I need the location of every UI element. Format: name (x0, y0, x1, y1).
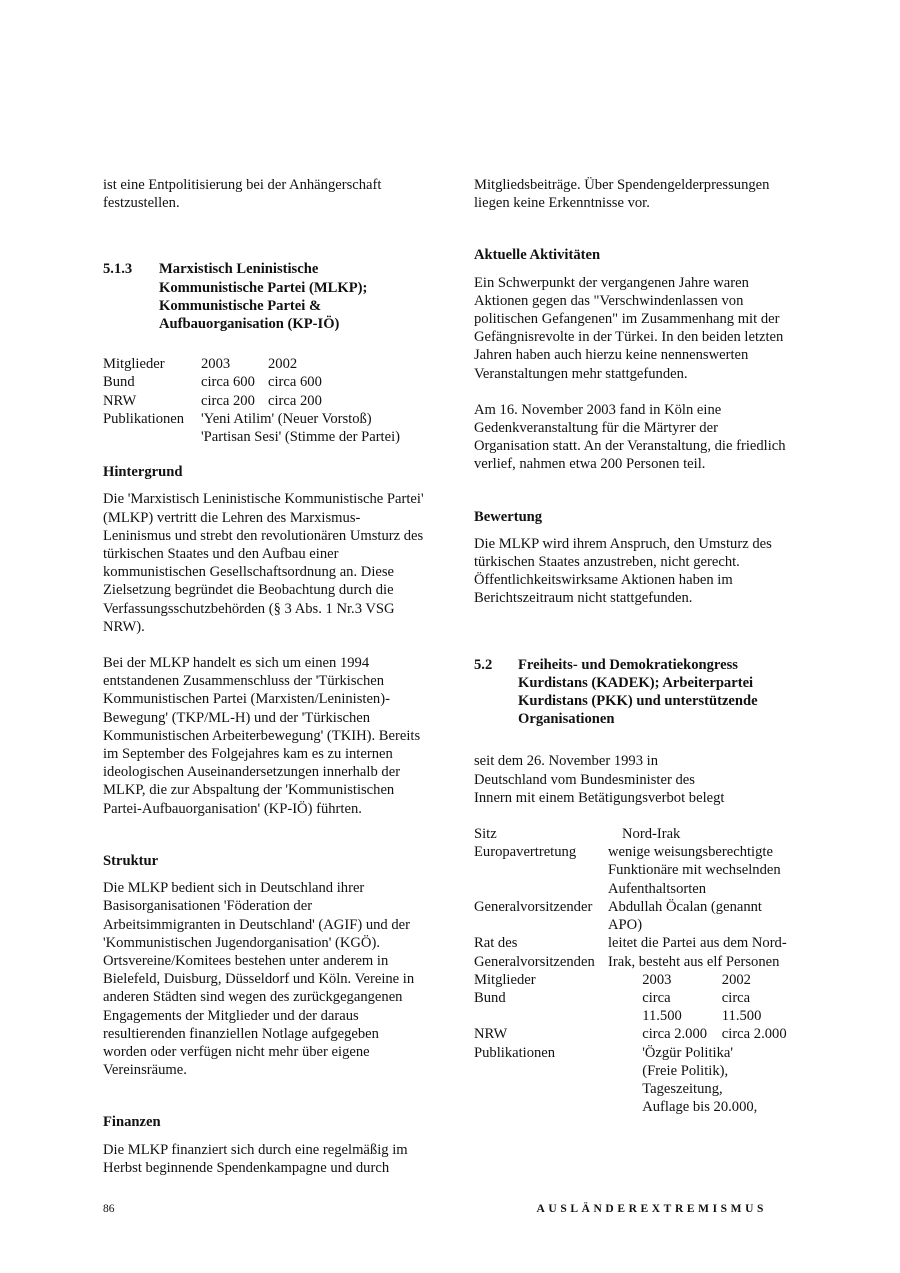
generalvorsitzender-value: Abdullah Öcalan (genannt APO) (608, 898, 762, 934)
table-row (474, 989, 790, 1025)
left-intro-paragraph: ist eine Entpolitisierung bei der Anhängerschaft festzustellen. (103, 177, 382, 212)
europa-value: wenige weisungsberechtigte Funktionäre mit wechselnden Aufenthaltsorten (608, 844, 781, 897)
nrw-label: NRW (103, 392, 137, 409)
year-2003-header: 2003 (201, 356, 231, 373)
struktur-paragraph: Die MLKP bedient sich in Deutschland ihrer Basisorganisationen 'Föderation der Arbeitsimmigranten in Deutschland' (AGIF) und der 'Kommunistischen Jugendorganisation' (KGÖ). Ortsvereine/Komitees bestehen unter anderem in Bielefeld, Duisburg, Düsseldorf und Köln. Vereine in anderen Städten sind wegen des zurückgegangenen Engagements der Mitglieder und der daraus resultierenden finanziellen Notlage aufgegeben worden oder verfügen nicht mehr über eigene Vereinsräume. (103, 880, 415, 1079)
generalvorsitzender-label: Generalvorsitzender (474, 898, 593, 915)
sitz-label: Sitz (474, 826, 497, 843)
table-row (474, 934, 790, 970)
hintergrund-heading: Hintergrund (103, 464, 183, 481)
table-row (474, 1025, 790, 1043)
finanzen-paragraph: Die MLKP finanziert sich durch eine regelmäßig im Herbst beginnende Spendenkampagne und durch (103, 1141, 408, 1176)
bund-label: Bund (103, 374, 135, 391)
rat-value: leitet die Partei aus dem Nord-Irak, besteht aus elf Personen (608, 935, 787, 970)
publication-value: 'Özgür Politika' (Freie Politik), Tageszeitung, Auflage bis 20.000, (642, 1044, 758, 1116)
aktuelle-paragraph-1: Ein Schwerpunkt der vergangenen Jahre waren Aktionen gegen das "Verschwindenlassen von politischen Gefangenen" im Zusammenhang mit der Gefängnisrevolte in der Türkei. In den beiden letzten Jahren haben auch hierzu keine nennenswerten Veranstaltungen mehr stattgefunden. (474, 274, 784, 382)
table-row (103, 373, 400, 391)
finanzen-heading: Finanzen (103, 1114, 161, 1131)
table-row (103, 428, 400, 446)
table-row (474, 825, 790, 843)
table-row (474, 898, 790, 934)
right-column (474, 176, 790, 1116)
year-2003-header: 2003 (642, 971, 672, 988)
section-number: 5.1.3 (103, 261, 133, 278)
publications-label: Publikationen (474, 1044, 556, 1061)
year-2002-header: 2002 (721, 971, 751, 988)
bewertung-paragraph: Die MLKP wird ihrem Anspruch, den Umsturz des türkischen Staates anzustreben, nicht gerecht. Öffentlichkeitswirksame Aktionen haben im Berichtszeitraum nicht stattgefunden. (474, 535, 772, 607)
bund-2003-value: circa 11.500 (642, 989, 682, 1025)
nrw-2002-value: circa 2.000 (721, 1026, 787, 1043)
table-row (103, 392, 400, 410)
europa-label: Europavertretung (474, 844, 577, 861)
mlkp-facts-table (103, 355, 400, 446)
running-head: AUSLÄNDEREXTREMISMUS (536, 1203, 767, 1215)
rat-label: Rat des Generalvorsitzenden (474, 935, 595, 970)
nrw-2003-value: circa 200 (201, 392, 255, 409)
page-number: 86 (103, 1203, 115, 1215)
nrw-2002-value: circa 200 (268, 392, 322, 409)
section-title: Marxistisch Leninistische Kommunistische Partei (MLKP); Kommunistische Partei & Aufbauorganisation (KP-IÖ) (159, 261, 368, 333)
section-heading-5-1-3 (103, 260, 425, 333)
table-row (474, 971, 790, 989)
right-intro-paragraph: Mitgliedsbeiträge. Über Spendengelderpressungen liegen keine Erkenntnisse vor. (474, 177, 770, 212)
left-column (103, 176, 425, 1177)
section-heading-5-2 (474, 656, 790, 729)
members-label: Mitglieder (474, 971, 536, 988)
nrw-label: NRW (474, 1026, 508, 1043)
section-title: Freiheits- und Demokratiekongress Kurdistans (KADEK); Arbeiterpartei Kurdistans (PKK) und unterstützende Organisationen (518, 656, 758, 728)
sitz-value: Nord-Irak (622, 826, 681, 843)
struktur-heading: Struktur (103, 852, 159, 869)
pkk-members-table (474, 971, 790, 1117)
hintergrund-paragraph-2: Bei der MLKP handelt es sich um einen 1994 entstandenen Zusammenschluss der 'Türkischen Kommunistischen Partei (Marxisten/Leninisten)-Bewegung' (TKP/ML-H) und der 'Türkischen Kommunistischen Arbeiterbewegung' (TKIH). Bereits im September des Folgejahres kam es zu internen ideologischen Auseinandersetzungen innerhalb der MLKP, die zur Abspaltung der 'Kommunistischen Partei-Aufbauorganisation' (KP-IÖ) führten. (103, 655, 421, 817)
hintergrund-paragraph-1: Die 'Marxistisch Leninistische Kommunistische Partei' (MLKP) vertritt die Lehren des Marxismus-Leninismus und strebt den revolutionären Umsturz des türkischen Staates und den Aufbau einer kommunistischen Gesellschaftsordnung an. Diese Zielsetzung begründet die Beobachtung durch die Verfassungsschutzbehörden (§ 3 Abs. 1 Nr.3 VSG NRW). (103, 491, 424, 635)
table-row (474, 1044, 790, 1117)
table-row (474, 843, 790, 898)
nrw-2003-value: circa 2.000 (642, 1026, 708, 1043)
bund-label: Bund (474, 989, 506, 1006)
bund-2003-value: circa 600 (201, 374, 255, 391)
publication-1: 'Yeni Atilim' (Neuer Vorstoß) (201, 410, 372, 427)
year-2002-header: 2002 (268, 356, 298, 373)
members-label: Mitglieder (103, 356, 165, 373)
publications-label: Publikationen (103, 410, 185, 427)
publication-2: 'Partisan Sesi' (Stimme der Partei) (201, 429, 400, 446)
aktuelle-paragraph-2: Am 16. November 2003 fand in Köln eine Gedenkveranstaltung für die Märtyrer der Organisation statt. An der Veranstaltung, die friedlich verlief, nahmen etwa 200 Personen teil. (474, 401, 786, 473)
section-number: 5.2 (474, 656, 493, 673)
ban-note: seit dem 26. November 1993 in Deutschland vom Bundesminister des Innern mit einem Betätigungsverbot belegt (474, 753, 725, 806)
table-row (103, 410, 400, 428)
pkk-facts-table (474, 825, 790, 971)
bewertung-heading: Bewertung (474, 508, 543, 525)
table-row (103, 355, 400, 373)
bund-2002-value: circa 11.500 (721, 989, 762, 1025)
bund-2002-value: circa 600 (268, 374, 322, 391)
aktuelle-aktivitaeten-heading: Aktuelle Aktivitäten (474, 247, 601, 264)
